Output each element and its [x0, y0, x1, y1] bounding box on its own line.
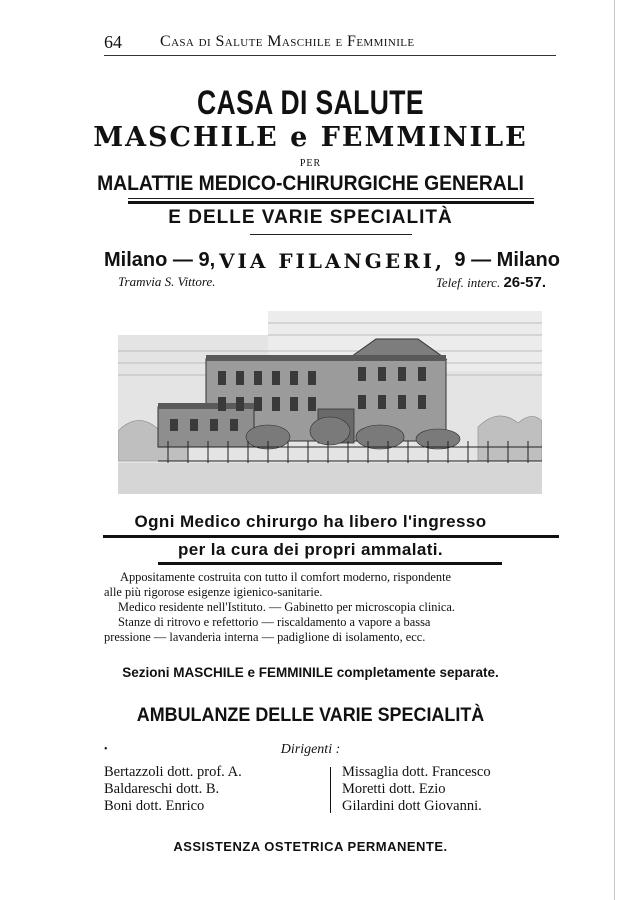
description-line: Stanze di ritrovo e refettorio — riscaldamento a vapore a bassa — [118, 615, 431, 629]
title-rule-top — [128, 198, 534, 199]
director-name: Baldareschi dott. B. — [104, 781, 220, 797]
page-header — [104, 30, 556, 56]
running-title: Casa di Salute Maschile e Femminile — [160, 33, 415, 50]
directors-label: Dirigenti : — [280, 742, 341, 757]
description-line: pressione — lavanderia interna — padiglione di isolamento, ecc. — [104, 630, 426, 644]
phone-label: Telef. interc. — [435, 275, 501, 290]
ambulatories-title: AMBULANZE DELLE VARIE SPECIALITÀ — [136, 704, 485, 726]
building-illustration — [118, 311, 542, 494]
advert-title-line2: MASCHILE e FEMMINILE — [93, 122, 528, 153]
advert-title-line3: MALATTIE MEDICO-CHIRURGICHE GENERALI — [97, 172, 524, 195]
sections-note: Sezioni MASCHILE e FEMMINILE completamente separate. — [122, 665, 499, 680]
director-name: Bertazzoli dott. prof. A. — [104, 764, 242, 780]
director-name: Boni dott. Enrico — [104, 798, 205, 814]
address-street: VIA FILANGERI, — [218, 249, 446, 273]
notice-line2: per la cura dei propri ammalati. — [177, 540, 444, 559]
header-rule — [104, 55, 556, 56]
column-divider — [330, 767, 331, 813]
footer-line: ASSISTENZA OSTETRICA PERMANENTE. — [173, 839, 448, 854]
title-rule-thick — [128, 201, 534, 204]
street-ground — [118, 463, 542, 494]
title-rule-short — [250, 234, 412, 235]
notice-line1: Ogni Medico chirurgo ha libero l'ingresso — [134, 512, 487, 531]
ink-speck: • — [104, 744, 108, 755]
address-right: 9 — Milano — [454, 249, 560, 271]
phone-number: 26-57. — [503, 274, 546, 291]
description-paragraph — [104, 570, 566, 645]
description-line: alle più rigorose esigenze igienico-sanitarie. — [104, 585, 323, 599]
director-name: Moretti dott. Ezio — [342, 781, 446, 797]
director-name: Gilardini dott Giovanni. — [342, 798, 482, 814]
page-number: 64 — [104, 32, 122, 52]
directors-list — [104, 764, 560, 814]
address-line — [104, 249, 560, 273]
address-subline — [118, 274, 546, 292]
notice-underline1 — [103, 535, 559, 538]
address-left: Milano — 9, — [104, 249, 216, 271]
advert-title-line4: E DELLE VARIE SPECIALITÀ — [168, 207, 453, 228]
description-line: Appositamente costruita con tutto il comfort moderno, rispondente — [120, 570, 452, 584]
directors-right-column — [342, 764, 491, 815]
phone-info — [436, 274, 546, 291]
description-line: Medico residente nell'Istituto. — Gabinetto per microscopia clinica. — [118, 600, 456, 614]
director-name: Missaglia dott. Francesco — [342, 764, 491, 780]
tram-info: Tramvia S. Vittore. — [118, 274, 216, 289]
advert-per: PER — [299, 158, 322, 169]
directors-left-column — [104, 764, 242, 815]
notice-underline2 — [158, 562, 502, 565]
advert-title-line1: CASA DI SALUTE — [197, 84, 424, 122]
